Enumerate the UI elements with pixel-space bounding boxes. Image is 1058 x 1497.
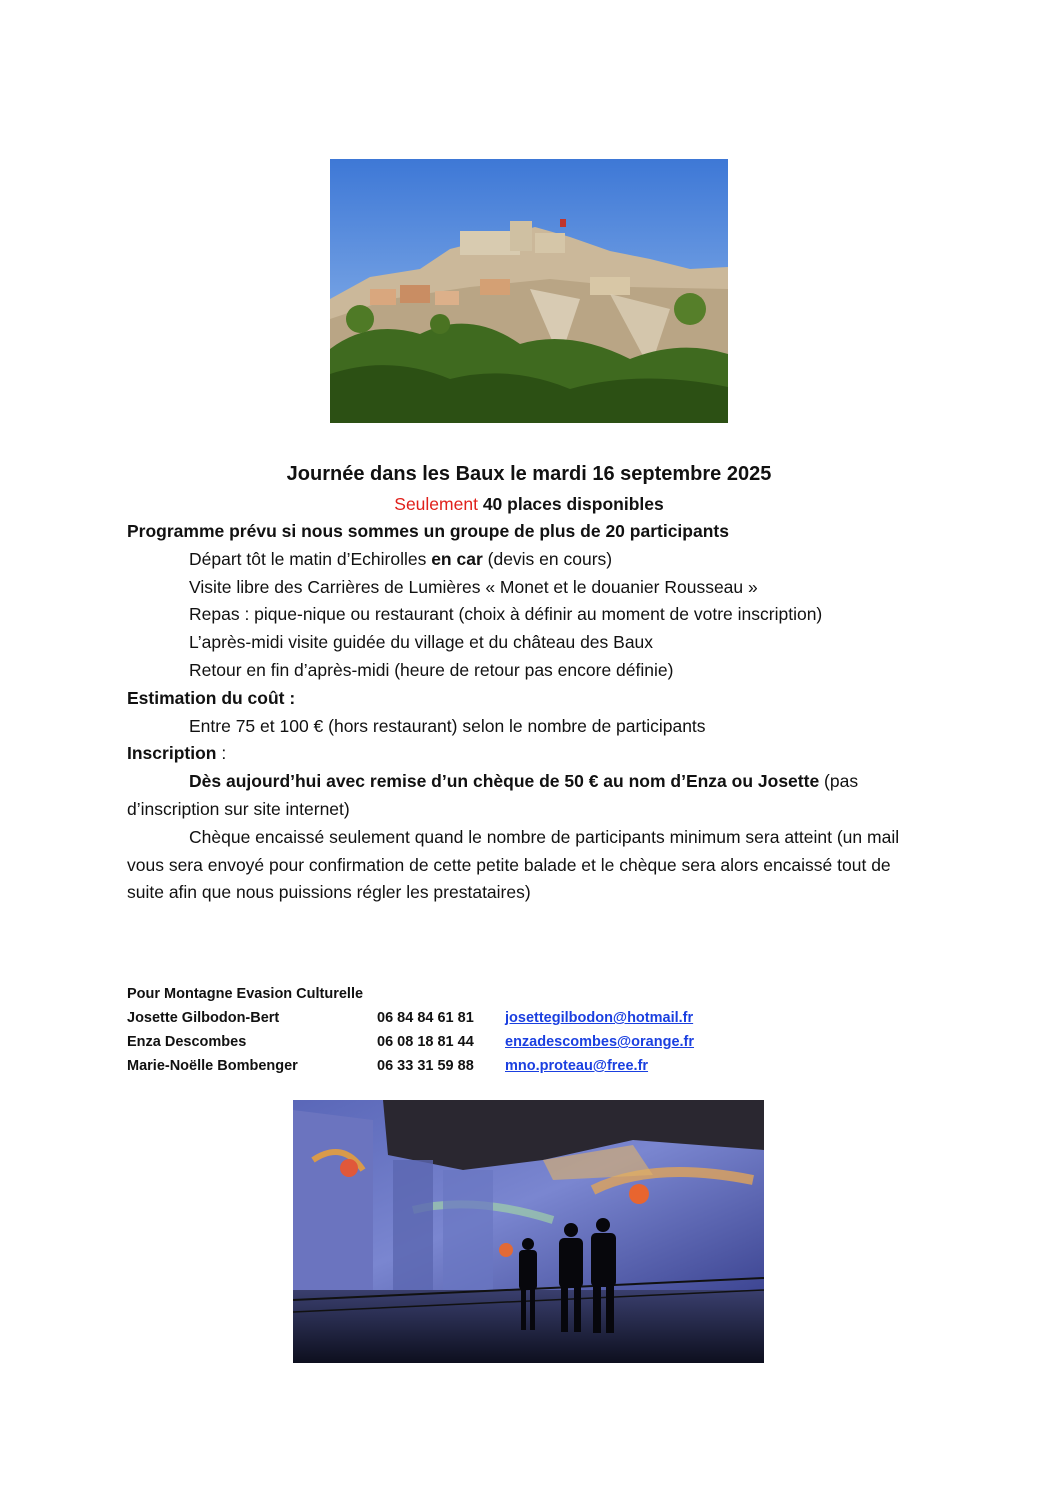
contact-name: Marie-Noëlle Bombenger <box>127 1058 298 1074</box>
contact-email-link[interactable]: mno.proteau@free.fr <box>505 1058 649 1074</box>
registration-bold: Dès aujourd’hui avec remise d’un chèque de 50 € au nom d’Enza ou Josette <box>189 771 820 792</box>
contact-phone: 06 33 31 59 88 <box>377 1058 474 1074</box>
program-visit: Visite libre des Carrières de Lumières « Monet et le douanier Rousseau » <box>189 576 758 597</box>
contact-email-link[interactable]: josettegilbodon@hotmail.fr <box>505 1010 694 1026</box>
registration-instructions <box>127 768 927 824</box>
registration-heading-line <box>127 740 927 768</box>
program-return: Retour en fin d’après-midi (heure de retour pas encore définie) <box>189 659 674 680</box>
availability-count: 40 places disponibles <box>482 494 664 514</box>
availability-line <box>0 491 1058 517</box>
contacts-table <box>127 1006 694 1078</box>
program-section <box>127 518 927 907</box>
contacts-org: Pour Montagne Evasion Culturelle <box>127 986 364 1002</box>
registration-heading-colon: : <box>216 743 227 764</box>
registration-cheque: Chèque encaissé seulement quand le nombre de participants minimum sera atteint (un mail vous sera envoyé pour confirmation de cette petite balade et le chèque sera alors encaissé tout de suite afin que nous puissions régler les prestataires) <box>127 826 900 903</box>
contacts-block <box>127 982 694 1078</box>
contact-row <box>127 1054 694 1078</box>
cost-text: Entre 75 et 100 € (hors restaurant) selon le nombre de participants <box>189 715 706 736</box>
contact-name: Josette Gilbodon-Bert <box>127 1010 280 1026</box>
contact-name: Enza Descombes <box>127 1034 247 1050</box>
departure-bold: en car <box>431 548 483 569</box>
registration-note: (pas d’inscription sur site internet) <box>127 771 859 819</box>
program-heading: Programme prévu si nous sommes un groupe de plus de 20 participants <box>127 521 729 541</box>
cost-heading: Estimation du coût : <box>127 687 296 708</box>
departure-note: (devis en cours) <box>482 548 613 569</box>
carrieres-photo <box>293 1100 764 1363</box>
contact-row <box>127 1006 694 1030</box>
program-afternoon: L’après-midi visite guidée du village et du château des Baux <box>189 632 654 653</box>
program-meal: Repas : pique-nique ou restaurant (choix à définir au moment de votre inscription) <box>189 604 823 625</box>
departure-text: Départ tôt le matin d’Echirolles <box>189 548 432 569</box>
village-photo <box>330 159 728 423</box>
registration-heading: Inscription <box>127 743 217 764</box>
contact-phone: 06 84 84 61 81 <box>377 1010 474 1026</box>
program-departure <box>127 546 927 574</box>
page-title: Journée dans les Baux le mardi 16 septembre 2025 <box>286 463 772 485</box>
contact-row <box>127 1030 694 1054</box>
contact-email-link[interactable]: enzadescombes@orange.fr <box>505 1034 695 1050</box>
availability-only-label: Seulement <box>394 494 478 514</box>
contact-phone: 06 08 18 81 44 <box>377 1034 474 1050</box>
